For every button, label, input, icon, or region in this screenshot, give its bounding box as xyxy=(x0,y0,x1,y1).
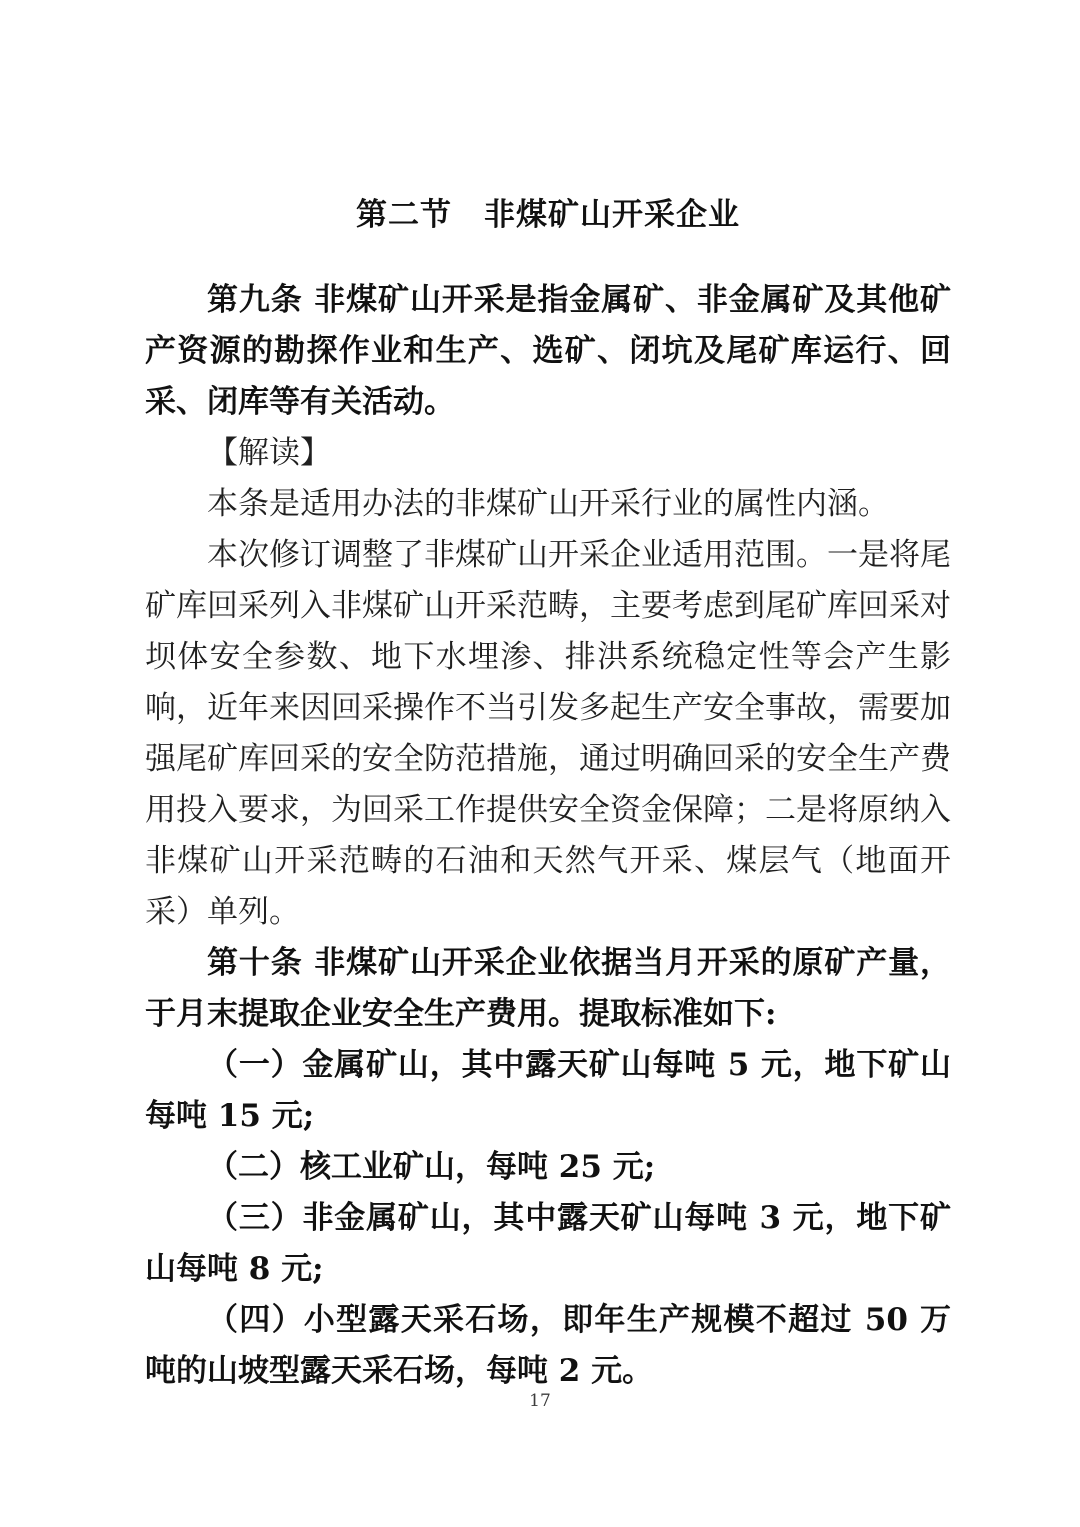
interpretation-paragraph-2: 本次修订调整了非煤矿山开采企业适用范围。一是将尾矿库回采列入非煤矿山开采范畴，主要考虑到尾矿库回采对坝体安全参数、地下水埋渗、排洪系统稳定性等会产生影响，近年来因回采操作不当引发多起生产安全事故，需要加强尾矿库回采的安全防范措施，通过明确回采的安全生产费用投入要求，为回采工作提供安全资金保障；二是将原纳入非煤矿山开采范畴的石油和天然气开采、煤层气（地面开采）单列。 xyxy=(145,537,951,930)
page-number: 17 xyxy=(529,1391,551,1411)
body-text xyxy=(145,275,951,1397)
interpretation-paragraph-1: 本条是适用办法的非煤矿山开采行业的属性内涵。 xyxy=(207,486,889,522)
fee-item-1: （一）金属矿山，其中露天矿山每吨 5 元，地下矿山每吨 15 元; xyxy=(145,1047,951,1134)
fee-item-4: （四）小型露天采石场，即年生产规模不超过 50 万吨的山坡型露天采石场，每吨 2 元。 xyxy=(145,1302,951,1389)
section-title: 第二节 非煤矿山开采企业 xyxy=(356,197,740,233)
article-10-paragraph: 第十条 非煤矿山开采企业依据当月开采的原矿产量，于月末提取企业安全生产费用。提取标准如下: xyxy=(145,945,951,1032)
interpretation-heading: 【解读】 xyxy=(207,435,331,471)
article-9-paragraph: 第九条 非煤矿山开采是指金属矿、非金属矿及其他矿产资源的勘探作业和生产、选矿、闭坑及尾矿库运行、回采、闭库等有关活动。 xyxy=(145,282,951,420)
fee-item-3: （三）非金属矿山，其中露天矿山每吨 3 元，地下矿山每吨 8 元; xyxy=(145,1200,951,1287)
document-content xyxy=(145,0,951,1397)
fee-item-2: （二）核工业矿山，每吨 25 元; xyxy=(207,1149,656,1185)
